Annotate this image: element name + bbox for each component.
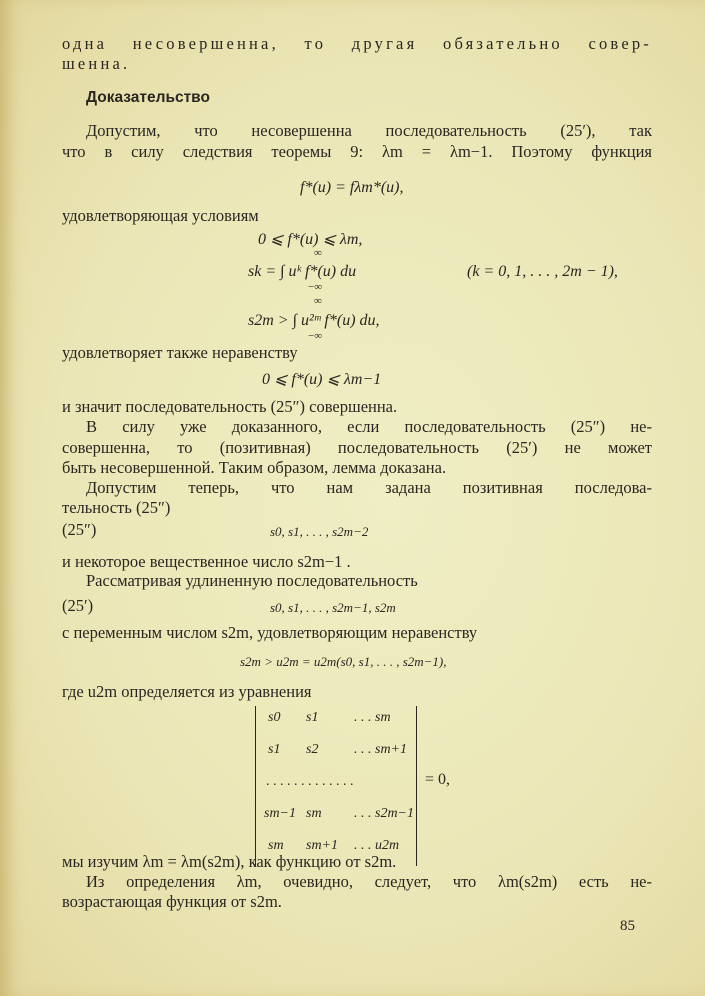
integral-upper-limit: ∞ bbox=[314, 247, 322, 259]
text-line: Допустим, что несовершенна последовательность (25′), так bbox=[86, 121, 652, 140]
text-line: и некоторое вещественное число s2m−1 . bbox=[62, 552, 351, 571]
equation-inequality: 0 ⩽ f*(u) ⩽ λm−1 bbox=[262, 371, 382, 388]
equation-condition-2: sk = ∫ uᵏ f*(u) du bbox=[248, 263, 357, 280]
equation-s2m: s2m > u2m = u2m(s0, s1, . . . , s2m−1), bbox=[240, 654, 447, 669]
text-line: с переменным числом s2m, удовлетворяющим неравенству bbox=[62, 623, 478, 642]
det-cell: sm bbox=[268, 838, 284, 853]
text-line: Рассматривая удлиненную последовательность bbox=[86, 571, 418, 590]
det-cell: . . . s2m−1 bbox=[354, 806, 415, 821]
det-cell: . . . sm bbox=[354, 710, 391, 725]
text-line: и значит последовательность (25″) совершенна. bbox=[62, 397, 398, 416]
text-line: совершенна, то (позитивная) последовательность (25′) не может bbox=[62, 438, 652, 457]
determinant-equals-zero: = 0, bbox=[425, 771, 451, 788]
det-cell: s2 bbox=[306, 742, 319, 757]
hankel-determinant bbox=[255, 706, 417, 866]
equation-condition-3: s2m > ∫ u²ᵐ f*(u) du, bbox=[248, 312, 380, 329]
text-line: удовлетворяющая условиям bbox=[62, 206, 259, 225]
text-line: Допустим теперь, что нам задана позитивная последова- bbox=[86, 478, 652, 497]
page-number: 85 bbox=[620, 918, 635, 934]
text-line: В силу уже доказанного, если последовательность (25″) не- bbox=[86, 417, 652, 436]
text-line: одна несовершенна, то другая обязательно совер- bbox=[62, 34, 652, 53]
equation-condition-1: 0 ⩽ f*(u) ⩽ λm, bbox=[258, 231, 363, 248]
text-line: быть несовершенной. Таким образом, лемма доказана. bbox=[62, 458, 447, 477]
det-cell: sm+1 bbox=[306, 838, 339, 853]
integral-lower-limit: −∞ bbox=[308, 330, 323, 342]
integral-upper-limit: ∞ bbox=[314, 295, 322, 307]
equation-fstar: f*(u) = fλm*(u), bbox=[300, 179, 404, 196]
equation-label-25-prime: (25′) bbox=[62, 596, 94, 615]
text-line: шенна. bbox=[62, 54, 131, 73]
det-cell: sm−1 bbox=[264, 806, 297, 821]
det-cell: . . . . . . . . . . . . . bbox=[266, 774, 354, 789]
det-cell: . . . sm+1 bbox=[354, 742, 408, 757]
text-line: тельность (25″) bbox=[62, 498, 171, 517]
section-heading: Доказательство bbox=[86, 89, 210, 106]
text-line: что в силу следствия теоремы 9: λm = λm−1. Поэтому функция bbox=[62, 142, 652, 161]
det-cell: s1 bbox=[306, 710, 319, 725]
text-line: Из определения λm, очевидно, следует, что λm(s2m) есть не- bbox=[86, 872, 652, 891]
det-cell: sm bbox=[306, 806, 322, 821]
text-line: возрастающая функция от s2m. bbox=[62, 892, 282, 911]
equation-label-25-double-prime: (25″) bbox=[62, 520, 97, 539]
integral-lower-limit: −∞ bbox=[308, 281, 323, 293]
text-line: удовлетворяет также неравенству bbox=[62, 343, 298, 362]
det-cell: s0 bbox=[268, 710, 281, 725]
text-line: мы изучим λm = λm(s2m), как функцию от s2m. bbox=[62, 852, 397, 871]
sequence-25-double-prime: s0, s1, . . . , s2m−2 bbox=[270, 524, 369, 539]
equation-condition-2-range: (k = 0, 1, . . . , 2m − 1), bbox=[467, 263, 618, 280]
det-cell: s1 bbox=[268, 742, 281, 757]
det-cell: . . . u2m bbox=[354, 838, 400, 853]
sequence-25-prime: s0, s1, . . . , s2m−1, s2m bbox=[270, 600, 396, 615]
text-line: где u2m определяется из уравнения bbox=[62, 682, 312, 701]
